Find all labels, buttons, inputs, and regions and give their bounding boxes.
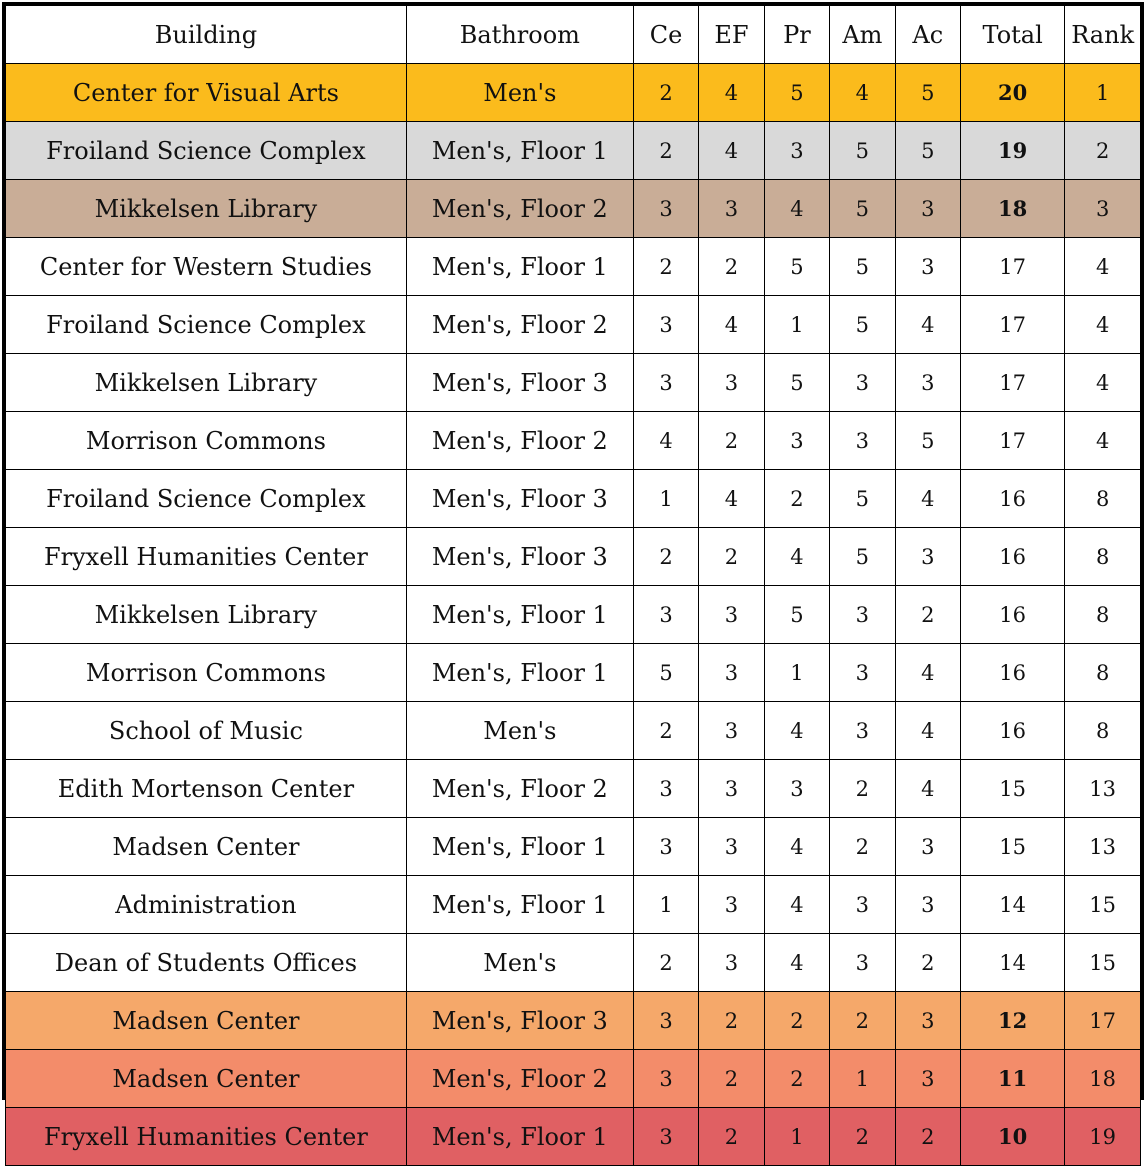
cell-am: 5 — [830, 296, 895, 354]
cell-am: 3 — [830, 412, 895, 470]
cell-bathroom: Men's, Floor 1 — [406, 876, 633, 934]
cell-bathroom: Men's, Floor 2 — [406, 1050, 633, 1108]
cell-ef: 4 — [699, 296, 764, 354]
cell-building: Fryxell Humanities Center — [6, 1108, 407, 1166]
table-row — [6, 586, 1141, 644]
cell-ef: 3 — [699, 644, 764, 702]
cell-ce: 2 — [633, 702, 698, 760]
cell-building: Mikkelsen Library — [6, 354, 407, 412]
cell-total: 14 — [961, 934, 1065, 992]
cell-rank: 8 — [1065, 702, 1141, 760]
cell-total: 20 — [961, 64, 1065, 122]
cell-ef: 2 — [699, 412, 764, 470]
cell-am: 5 — [830, 470, 895, 528]
table-row — [6, 818, 1141, 876]
cell-ef: 3 — [699, 934, 764, 992]
cell-ac: 3 — [895, 180, 960, 238]
cell-am: 2 — [830, 760, 895, 818]
cell-bathroom: Men's, Floor 3 — [406, 992, 633, 1050]
cell-bathroom: Men's, Floor 1 — [406, 818, 633, 876]
cell-pr: 4 — [764, 702, 829, 760]
table-row — [6, 238, 1141, 296]
cell-ce: 2 — [633, 528, 698, 586]
cell-pr: 3 — [764, 412, 829, 470]
cell-ef: 2 — [699, 1050, 764, 1108]
cell-ac: 4 — [895, 702, 960, 760]
cell-ef: 3 — [699, 354, 764, 412]
cell-ce: 3 — [633, 992, 698, 1050]
cell-ce: 3 — [633, 586, 698, 644]
cell-pr: 5 — [764, 238, 829, 296]
cell-ef: 2 — [699, 1108, 764, 1166]
header-pr: Pr — [764, 6, 829, 64]
cell-rank: 8 — [1065, 470, 1141, 528]
cell-rank: 13 — [1065, 818, 1141, 876]
cell-ef: 2 — [699, 238, 764, 296]
cell-total: 17 — [961, 238, 1065, 296]
cell-ef: 4 — [699, 470, 764, 528]
cell-am: 4 — [830, 64, 895, 122]
cell-rank: 15 — [1065, 876, 1141, 934]
cell-building: Dean of Students Offices — [6, 934, 407, 992]
header-ce: Ce — [633, 6, 698, 64]
cell-ce: 2 — [633, 238, 698, 296]
cell-building: Madsen Center — [6, 818, 407, 876]
cell-building: Madsen Center — [6, 992, 407, 1050]
table-row — [6, 122, 1141, 180]
cell-total: 16 — [961, 528, 1065, 586]
cell-bathroom: Men's, Floor 1 — [406, 1108, 633, 1166]
cell-ac: 5 — [895, 412, 960, 470]
cell-total: 15 — [961, 818, 1065, 876]
cell-ce: 3 — [633, 1108, 698, 1166]
cell-ac: 2 — [895, 1108, 960, 1166]
cell-pr: 2 — [764, 470, 829, 528]
cell-total: 16 — [961, 470, 1065, 528]
cell-bathroom: Men's — [406, 934, 633, 992]
cell-rank: 18 — [1065, 1050, 1141, 1108]
cell-ef: 2 — [699, 992, 764, 1050]
cell-total: 16 — [961, 586, 1065, 644]
table-row — [6, 412, 1141, 470]
cell-ef: 4 — [699, 64, 764, 122]
cell-total: 16 — [961, 702, 1065, 760]
table-row — [6, 876, 1141, 934]
cell-rank: 8 — [1065, 644, 1141, 702]
cell-building: Madsen Center — [6, 1050, 407, 1108]
cell-ce: 2 — [633, 934, 698, 992]
cell-rank: 13 — [1065, 760, 1141, 818]
header-ef: EF — [699, 6, 764, 64]
cell-pr: 1 — [764, 296, 829, 354]
ranking-table-container — [2, 2, 1144, 1151]
cell-pr: 5 — [764, 586, 829, 644]
cell-ce: 5 — [633, 644, 698, 702]
cell-ac: 3 — [895, 876, 960, 934]
cell-am: 5 — [830, 238, 895, 296]
cell-building: Froiland Science Complex — [6, 296, 407, 354]
cell-rank: 4 — [1065, 412, 1141, 470]
cell-ac: 3 — [895, 1050, 960, 1108]
cell-ce: 4 — [633, 412, 698, 470]
cell-total: 14 — [961, 876, 1065, 934]
cell-pr: 4 — [764, 818, 829, 876]
cell-ac: 3 — [895, 818, 960, 876]
cell-rank: 8 — [1065, 528, 1141, 586]
cell-ac: 3 — [895, 238, 960, 296]
cell-rank: 17 — [1065, 992, 1141, 1050]
header-row — [6, 6, 1141, 64]
cell-total: 17 — [961, 296, 1065, 354]
cell-pr: 2 — [764, 1050, 829, 1108]
cell-total: 19 — [961, 122, 1065, 180]
cell-rank: 4 — [1065, 296, 1141, 354]
cell-building: Administration — [6, 876, 407, 934]
cell-pr: 4 — [764, 934, 829, 992]
cell-pr: 3 — [764, 122, 829, 180]
cell-bathroom: Men's, Floor 1 — [406, 586, 633, 644]
table-row — [6, 760, 1141, 818]
cell-total: 11 — [961, 1050, 1065, 1108]
cell-bathroom: Men's, Floor 3 — [406, 528, 633, 586]
cell-building: Froiland Science Complex — [6, 470, 407, 528]
table-row — [6, 64, 1141, 122]
cell-pr: 1 — [764, 1108, 829, 1166]
cell-am: 3 — [830, 876, 895, 934]
cell-rank: 2 — [1065, 122, 1141, 180]
cell-building: Center for Visual Arts — [6, 64, 407, 122]
cell-pr: 3 — [764, 760, 829, 818]
cell-ce: 3 — [633, 354, 698, 412]
cell-bathroom: Men's — [406, 702, 633, 760]
cell-total: 15 — [961, 760, 1065, 818]
cell-am: 5 — [830, 528, 895, 586]
cell-rank: 19 — [1065, 1108, 1141, 1166]
cell-pr: 4 — [764, 876, 829, 934]
cell-ac: 5 — [895, 64, 960, 122]
cell-ac: 3 — [895, 992, 960, 1050]
cell-rank: 15 — [1065, 934, 1141, 992]
cell-ce: 3 — [633, 1050, 698, 1108]
cell-rank: 1 — [1065, 64, 1141, 122]
cell-am: 1 — [830, 1050, 895, 1108]
header-bathroom: Bathroom — [406, 6, 633, 64]
cell-bathroom: Men's, Floor 1 — [406, 644, 633, 702]
header-building: Building — [6, 6, 407, 64]
cell-am: 2 — [830, 1108, 895, 1166]
cell-building: Mikkelsen Library — [6, 180, 407, 238]
header-am: Am — [830, 6, 895, 64]
cell-ac: 4 — [895, 296, 960, 354]
cell-building: Center for Western Studies — [6, 238, 407, 296]
table-row — [6, 644, 1141, 702]
table-row — [6, 528, 1141, 586]
cell-rank: 8 — [1065, 586, 1141, 644]
cell-ef: 3 — [699, 818, 764, 876]
cell-total: 16 — [961, 644, 1065, 702]
cell-ce: 2 — [633, 64, 698, 122]
table-row — [6, 180, 1141, 238]
table-row — [6, 702, 1141, 760]
cell-ef: 2 — [699, 528, 764, 586]
cell-ef: 4 — [699, 122, 764, 180]
cell-bathroom: Men's, Floor 3 — [406, 470, 633, 528]
cell-pr: 4 — [764, 180, 829, 238]
cell-bathroom: Men's, Floor 2 — [406, 180, 633, 238]
cell-ac: 2 — [895, 586, 960, 644]
cell-ac: 4 — [895, 760, 960, 818]
cell-total: 12 — [961, 992, 1065, 1050]
table-row — [6, 1050, 1141, 1108]
cell-am: 3 — [830, 702, 895, 760]
cell-ac: 3 — [895, 528, 960, 586]
cell-ce: 1 — [633, 470, 698, 528]
cell-ce: 3 — [633, 818, 698, 876]
cell-building: Morrison Commons — [6, 644, 407, 702]
cell-rank: 4 — [1065, 238, 1141, 296]
cell-am: 2 — [830, 992, 895, 1050]
cell-ef: 3 — [699, 876, 764, 934]
cell-ce: 3 — [633, 180, 698, 238]
cell-ce: 2 — [633, 122, 698, 180]
header-rank: Rank — [1065, 6, 1141, 64]
header-total: Total — [961, 6, 1065, 64]
cell-bathroom: Men's, Floor 3 — [406, 354, 633, 412]
cell-ac: 2 — [895, 934, 960, 992]
table-row — [6, 296, 1141, 354]
cell-rank: 3 — [1065, 180, 1141, 238]
cell-total: 10 — [961, 1108, 1065, 1166]
cell-ef: 3 — [699, 760, 764, 818]
cell-pr: 5 — [764, 64, 829, 122]
cell-ce: 1 — [633, 876, 698, 934]
table-row — [6, 1108, 1141, 1166]
cell-ef: 3 — [699, 702, 764, 760]
cell-ce: 3 — [633, 760, 698, 818]
cell-am: 5 — [830, 122, 895, 180]
cell-am: 2 — [830, 818, 895, 876]
table-row — [6, 470, 1141, 528]
cell-building: Morrison Commons — [6, 412, 407, 470]
cell-total: 18 — [961, 180, 1065, 238]
cell-am: 3 — [830, 586, 895, 644]
cell-ac: 4 — [895, 644, 960, 702]
table-row — [6, 992, 1141, 1050]
cell-building: Fryxell Humanities Center — [6, 528, 407, 586]
table-row — [6, 354, 1141, 412]
cell-ac: 3 — [895, 354, 960, 412]
header-ac: Ac — [895, 6, 960, 64]
cell-ac: 5 — [895, 122, 960, 180]
bathroom-ranking-table — [5, 5, 1141, 1166]
table-body — [6, 64, 1141, 1166]
cell-building: School of Music — [6, 702, 407, 760]
cell-ef: 3 — [699, 180, 764, 238]
cell-total: 17 — [961, 412, 1065, 470]
cell-bathroom: Men's, Floor 2 — [406, 412, 633, 470]
cell-ce: 3 — [633, 296, 698, 354]
cell-bathroom: Men's, Floor 2 — [406, 760, 633, 818]
cell-pr: 5 — [764, 354, 829, 412]
cell-bathroom: Men's, Floor 1 — [406, 238, 633, 296]
cell-building: Edith Mortenson Center — [6, 760, 407, 818]
cell-pr: 2 — [764, 992, 829, 1050]
table-row — [6, 934, 1141, 992]
cell-bathroom: Men's — [406, 64, 633, 122]
cell-total: 17 — [961, 354, 1065, 412]
cell-am: 3 — [830, 644, 895, 702]
cell-building: Mikkelsen Library — [6, 586, 407, 644]
cell-ef: 3 — [699, 586, 764, 644]
cell-am: 3 — [830, 354, 895, 412]
cell-pr: 1 — [764, 644, 829, 702]
cell-pr: 4 — [764, 528, 829, 586]
cell-ac: 4 — [895, 470, 960, 528]
cell-am: 3 — [830, 934, 895, 992]
cell-rank: 4 — [1065, 354, 1141, 412]
cell-bathroom: Men's, Floor 2 — [406, 296, 633, 354]
cell-am: 5 — [830, 180, 895, 238]
cell-building: Froiland Science Complex — [6, 122, 407, 180]
cell-bathroom: Men's, Floor 1 — [406, 122, 633, 180]
